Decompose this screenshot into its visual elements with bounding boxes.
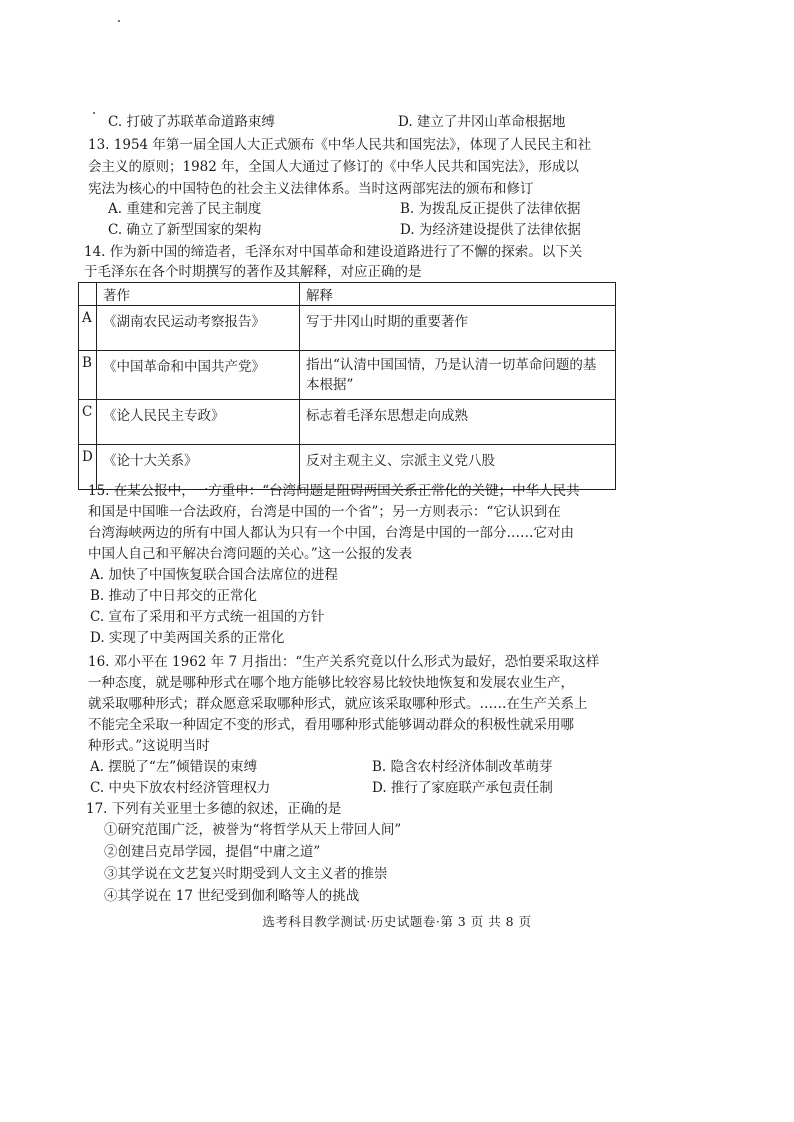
table-row-work: 《湖南农民运动考察报告》 [97,306,300,351]
q15-option-a: A. 加快了中国恢复联合国合法席位的进程 [90,567,338,583]
table-row-key: B [79,351,97,400]
q14-stem-line: 于毛泽东在各个时期撰写的著作及其解释，对应正确的是 [84,264,422,280]
q16-stem-line: 就采取哪种形式；群众愿意采取哪种形式，就应该采取哪种形式。……在生产关系上 [88,696,588,712]
q16-option-a: A. 摆脱了“左”倾错误的束缚 [90,759,258,775]
table-header-work: 著作 [97,283,300,306]
q12-option-d: D. 建立了井冈山革命根据地 [398,114,566,130]
q15-stem-line: 中国人自己和平解决台湾问题的关心。”这一公报的发表 [88,546,413,562]
q13-option-b: B. 为拨乱反正提供了法律依据 [400,201,581,217]
q15-option-b: B. 推动了中日邦交的正常化 [90,588,258,604]
q16-stem-line: 种形式。”这说明当时 [88,738,210,754]
q15-stem-line: 台湾海峡两边的所有中国人都认为只有一个中国，台湾是中国的一部分……它对由 [88,525,574,541]
q13-option-a: A. 重建和完善了民主制度 [108,201,262,217]
page-footer: 选考科目教学测试·历史试题卷·第 3 页 共 8 页 [262,914,532,929]
table-header-explain: 解释 [300,283,616,306]
q17-item: ④其学说在 17 世纪受到伽利略等人的挑战 [104,888,360,904]
table-row-explain: 指出“认清中国国情，乃是认清一切革命问题的基本根据” [300,351,616,400]
q13-option-d: D. 为经济建设提供了法律依据 [400,222,581,238]
table-row-explain: 写于井冈山时期的重要著作 [300,306,616,351]
table-row-work: 《论人民民主专政》 [97,400,300,445]
q14-table [78,282,616,490]
q16-stem-line: 不能完全采取一种固定不变的形式，看用哪种形式能够调动群众的积极性就采用哪 [88,717,574,733]
table-row [79,306,616,351]
table-row-key: C [79,400,97,445]
table-row-work: 《论十大关系》 [97,445,300,490]
q17-item: ①研究范围广泛，被誉为“将哲学从天上带回人间” [104,822,402,838]
q13-option-c: C. 确立了新型国家的架构 [108,222,262,238]
q15-option-d: D. 实现了中美两国关系的正常化 [90,630,285,646]
table-header-row [79,283,616,306]
q12-option-c: C. 打破了苏联革命道路束缚 [108,114,275,130]
table-row-explain: 反对主观主义、宗派主义党八股 [300,445,616,490]
table-row-explain: 标志着毛泽东思想走向成熟 [300,400,616,445]
scan-speck [93,112,95,114]
q16-stem-line: 16. 邓小平在 1962 年 7 月指出：“生产关系究竟以什么形式为最好，恐怕要采取这样 [88,654,600,670]
table-row [79,351,616,400]
q17-stem: 17. 下列有关亚里士多德的叙述，正确的是 [86,801,342,817]
q15-stem-line: 15. 在某公报中，一方重申：“台湾问题是阻碍两国关系正常化的关键；中华人民共 [88,483,580,499]
q16-option-d: D. 推行了家庭联产承包责任制 [372,780,553,796]
table-header-blank [79,283,97,306]
table-row-work: 《中国革命和中国共产党》 [97,351,300,400]
q16-option-c: C. 中央下放农村经济管理权力 [90,780,271,796]
q15-stem-line: 和国是中国唯一合法政府，台湾是中国的一个省”；另一方则表示：“它认识到在 [88,504,561,520]
q14-stem-line: 14. 作为新中国的缔造者，毛泽东对中国革命和建设道路进行了不懈的探索。以下关 [84,244,583,260]
q13-stem-line: 13. 1954 年第一届全国人大正式颁布《中华人民共和国宪法》，体现了人民民主和社 [88,137,592,153]
q16-option-b: B. 隐含农村经济体制改革萌芽 [372,759,553,775]
q13-stem-line: 宪法为核心的中国特色的社会主义法律体系。当时这两部宪法的颁布和修订 [88,181,534,197]
q17-item: ②创建吕克昂学园，提倡“中庸之道” [104,844,321,860]
table-row [79,400,616,445]
q13-stem-line: 会主义的原则；1982 年，全国人大通过了修订的《中华人民共和国宪法》，形成以 [88,159,579,175]
scan-speck [118,20,120,22]
table-row-key: D [79,445,97,490]
table-row-key: A [79,306,97,351]
q15-option-c: C. 宣布了采用和平方式统一祖国的方针 [90,609,325,625]
q16-stem-line: 一种态度，就是哪种形式在哪个地方能够比较容易比较快地恢复和发展农业生产， [88,675,574,691]
q17-item: ③其学说在文艺复兴时期受到人文主义者的推崇 [104,866,388,882]
